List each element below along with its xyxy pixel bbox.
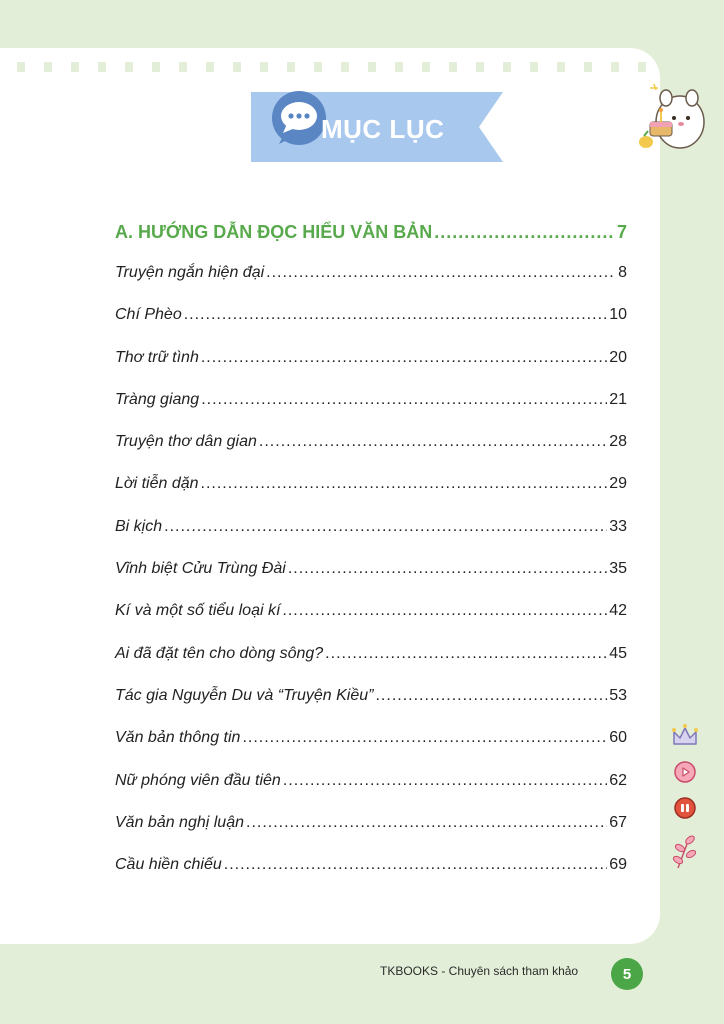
toc-entry-page: 45 <box>609 644 627 662</box>
dot-leader <box>246 814 607 832</box>
toc-entry-title: Ai đã đặt tên cho dòng sông? <box>115 644 324 662</box>
toc-entry-title: Vĩnh biệt Cửu Trùng Đài <box>115 560 286 578</box>
toc-entry-title: Cầu hiền chiếu <box>115 856 222 874</box>
toc-entry-title: Văn bản thông tin <box>115 729 241 747</box>
toc-entry-page: 10 <box>609 306 627 324</box>
dot-leader <box>283 772 607 790</box>
toc-entry[interactable] <box>115 856 627 898</box>
toc-entry-title: Nữ phóng viên đầu tiên <box>115 771 281 789</box>
toc-entry-page: 60 <box>609 729 627 747</box>
dot-leader <box>325 645 607 663</box>
dot-leader <box>242 729 607 747</box>
pause-icon <box>673 796 697 820</box>
toc-entry[interactable] <box>115 349 627 391</box>
play-icon <box>673 760 697 784</box>
toc-entry[interactable] <box>115 306 627 348</box>
page-number-badge: 5 <box>611 958 643 990</box>
dot-leader <box>434 222 615 243</box>
toc-entry[interactable] <box>115 560 627 602</box>
toc-entry-title: Bi kịch <box>115 517 163 535</box>
page-title: MỤC LỤC <box>321 114 445 144</box>
toc-entry-page: 20 <box>609 348 627 366</box>
toc-entry[interactable] <box>115 475 627 517</box>
dot-leader <box>201 349 607 367</box>
toc-entry-title: Truyện ngắn hiện đại <box>115 264 265 281</box>
dot-leader <box>184 306 607 324</box>
toc-entry[interactable] <box>115 772 627 814</box>
toc-entry-page: 53 <box>609 686 627 704</box>
toc-entry-page: 42 <box>609 602 627 620</box>
toc-entry-page: 35 <box>609 560 627 578</box>
toc-entry-title: Tràng giang <box>115 390 200 408</box>
toc-entry-title: Thơ trữ tình <box>115 348 199 366</box>
mascot-cake-icon <box>636 78 710 158</box>
toc-entry-title: Văn bản nghị luận <box>115 813 244 831</box>
section-title: A. HƯỚNG DẪN ĐỌC HIỂU VĂN BẢN <box>115 222 433 242</box>
dot-leader <box>259 433 607 451</box>
dot-leader <box>375 687 607 705</box>
dot-leader <box>224 856 607 874</box>
dot-leader <box>164 518 607 536</box>
toc-entry[interactable] <box>115 433 627 475</box>
toc-entry[interactable] <box>115 264 627 306</box>
dot-leader <box>288 560 607 578</box>
toc-entry-page: 33 <box>609 517 627 535</box>
toc-entry-title: Truyện thơ dân gian <box>115 433 257 451</box>
toc-entry-page: 62 <box>609 771 627 789</box>
toc-entry-title: Chí Phèo <box>115 306 182 324</box>
toc-entry[interactable] <box>115 518 627 560</box>
toc-entry-title: Kí và một số tiểu loại kí <box>115 602 281 620</box>
dot-leader <box>201 391 607 409</box>
toc-section-a[interactable] <box>115 222 627 250</box>
dot-leader <box>266 264 616 282</box>
toc-entry-page: 8 <box>618 264 627 281</box>
toc-entry-page: 21 <box>609 390 627 408</box>
toc-entry[interactable] <box>115 687 627 729</box>
toc-entry-page: 67 <box>609 813 627 831</box>
leaf-icon <box>670 830 700 870</box>
toc-banner <box>251 92 503 162</box>
toc-entry-page: 28 <box>609 433 627 451</box>
toc-entry-page: 69 <box>609 856 627 874</box>
toc-entry[interactable] <box>115 602 627 644</box>
toc-entry[interactable] <box>115 729 627 771</box>
dot-leader <box>282 602 607 620</box>
toc-entry[interactable] <box>115 645 627 687</box>
toc-entry-page: 29 <box>609 475 627 493</box>
toc-entry-title: Tác gia Nguyễn Du và “Truyện Kiều” <box>115 686 374 704</box>
dot-leader <box>201 475 608 493</box>
section-page: 7 <box>616 222 627 242</box>
table-of-contents <box>115 222 627 898</box>
toc-entry-title: Lời tiễn dặn <box>115 475 199 493</box>
crown-icon <box>670 722 700 750</box>
toc-entry[interactable] <box>115 814 627 856</box>
publisher-footer: TKBOOKS - Chuyên sách tham khảo <box>380 964 579 978</box>
binding-holes <box>0 62 660 72</box>
toc-entry[interactable] <box>115 391 627 433</box>
